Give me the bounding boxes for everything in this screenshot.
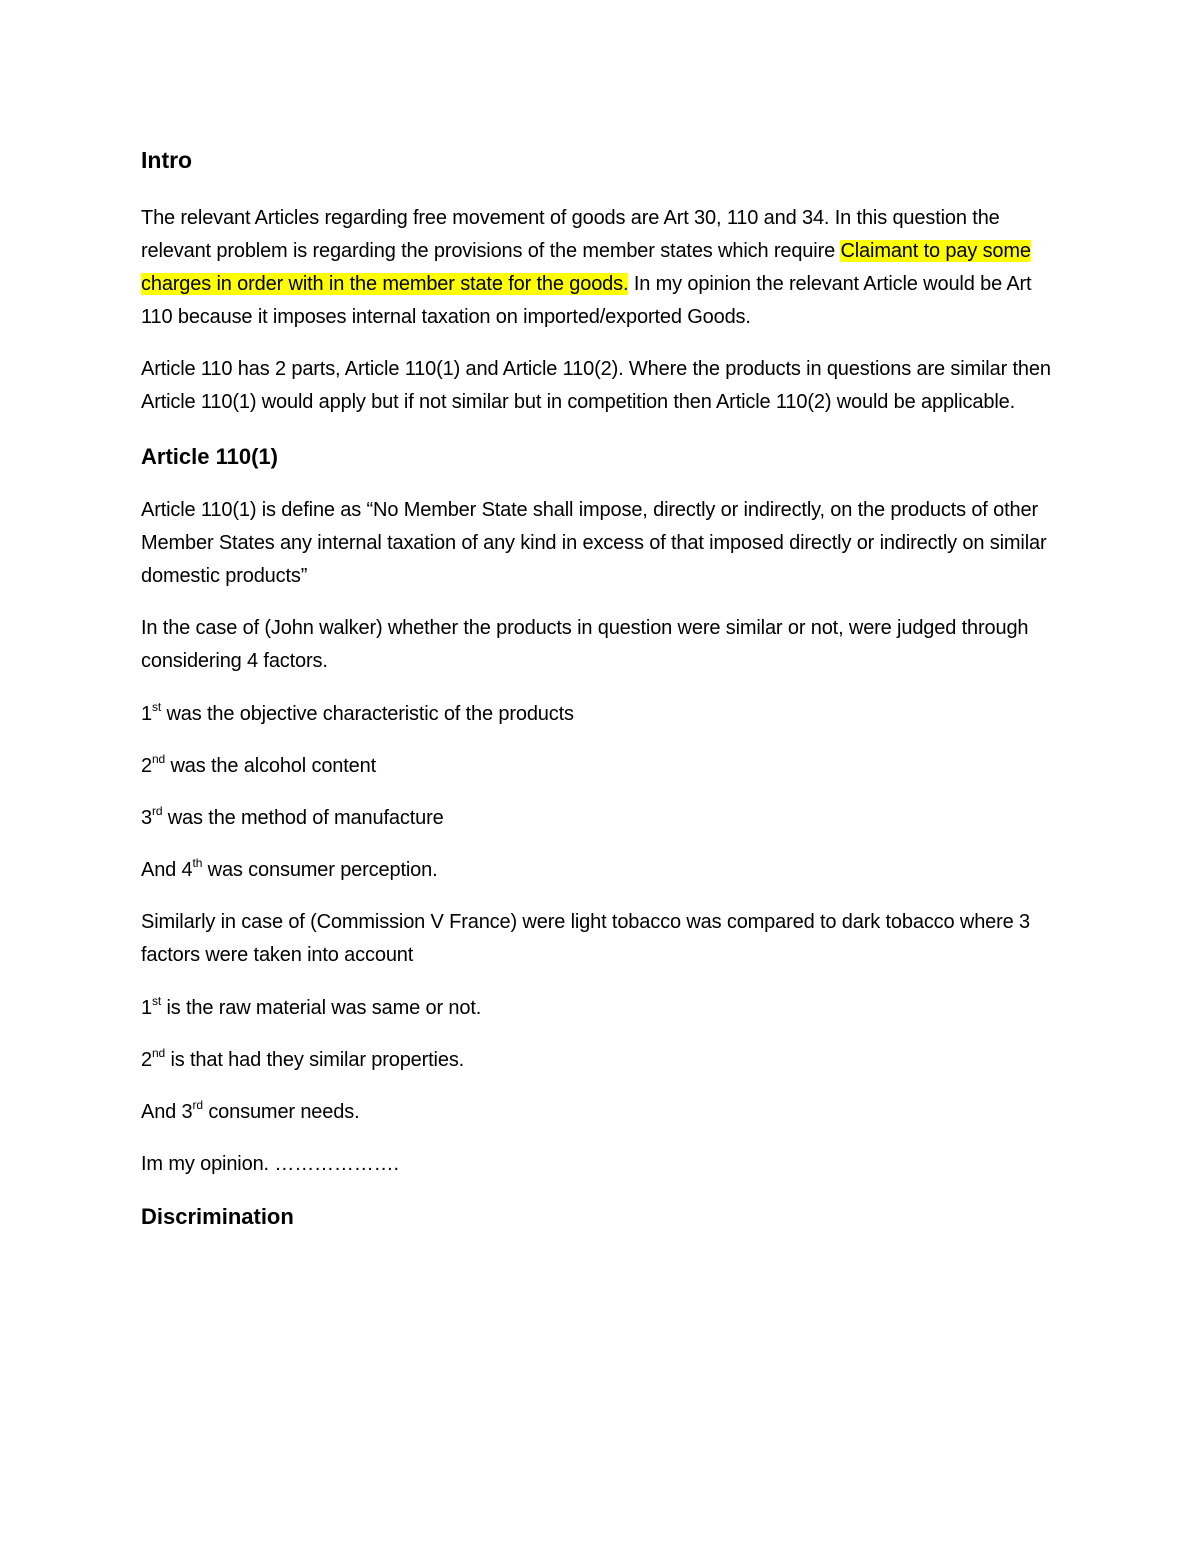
factor-1: [141, 698, 1066, 731]
intro-text-b: In my opinion the relevant Article would be Art 110 because it imposes internal taxation on imported/exported Goods.: [141, 273, 1032, 328]
intro-paragraph-2: Article 110 has 2 parts, Article 110(1) and Article 110(2). Where the products in questions are similar then Article 110(1) would apply but if not similar but in competition then Article 110(2) would be applicable.: [141, 358, 1051, 413]
tobacco-factor-1: [141, 992, 1066, 1025]
tobacco-factor-1-text: is the raw material was same or not.: [161, 997, 482, 1019]
tobacco-factor-3-text: consumer needs.: [202, 1101, 360, 1123]
tobacco-factor-2-number: 2: [141, 1049, 152, 1071]
factor-3-text: was the method of manufacture: [162, 807, 444, 829]
factor-2-ordinal: nd: [151, 752, 166, 766]
tobacco-factor-2: [141, 1044, 1066, 1077]
tobacco-factor-1-ordinal: st: [151, 994, 162, 1008]
factor-2: [141, 750, 1066, 783]
factor-4-number: And 4: [141, 859, 193, 881]
factor-4-ordinal: th: [192, 856, 203, 870]
john-walker-paragraph: In the case of (John walker) whether the products in question were similar or not, were judged through considering 4 factors.: [141, 617, 1029, 672]
tobacco-factor-3-ordinal: rd: [192, 1098, 203, 1112]
factor-3-number: 3: [141, 807, 152, 829]
factor-1-ordinal: st: [151, 700, 162, 714]
discrimination-heading: Discrimination: [141, 1204, 294, 1229]
intro-paragraph-1: [141, 202, 1066, 334]
article-definition-paragraph: Article 110(1) is define as “No Member State shall impose, directly or indirectly, on the products of other Member States any internal taxation of any kind in excess of that imposed directly or indirectly on similar domestic products”: [141, 499, 1047, 587]
intro-text-a: The relevant Articles regarding free movement of goods are Art 30, 110 and 34. In this question the relevant problem is regarding the provisions of the member states which require: [141, 207, 1000, 262]
intro-heading: Intro: [141, 147, 193, 173]
tobacco-factor-2-text: is that had they similar properties.: [165, 1049, 465, 1071]
factor-2-number: 2: [141, 755, 152, 777]
factor-4-text: was consumer perception.: [202, 859, 438, 881]
opinion-line: Im my opinion. ……………….: [141, 1153, 399, 1175]
factor-3-ordinal: rd: [151, 804, 163, 818]
tobacco-factor-2-ordinal: nd: [151, 1046, 166, 1060]
factor-1-text: was the objective characteristic of the products: [161, 703, 574, 725]
highlighted-text: Claimant to pay some charges in order with in the member state for the goods.: [141, 240, 1031, 295]
tobacco-factor-3-number: And 3: [141, 1101, 193, 1123]
factor-3: [141, 802, 1066, 835]
commission-france-paragraph: Similarly in case of (Commission V France) were light tobacco was compared to dark tobacco where 3 factors were taken into account: [141, 911, 1031, 966]
factor-1-number: 1: [141, 703, 152, 725]
tobacco-factor-3: [141, 1096, 1066, 1129]
factor-2-text: was the alcohol content: [165, 755, 377, 777]
article-heading: Article 110(1): [141, 444, 278, 469]
factor-4: [141, 854, 1066, 887]
document-page: [141, 140, 1066, 1233]
tobacco-factor-1-number: 1: [141, 997, 152, 1019]
